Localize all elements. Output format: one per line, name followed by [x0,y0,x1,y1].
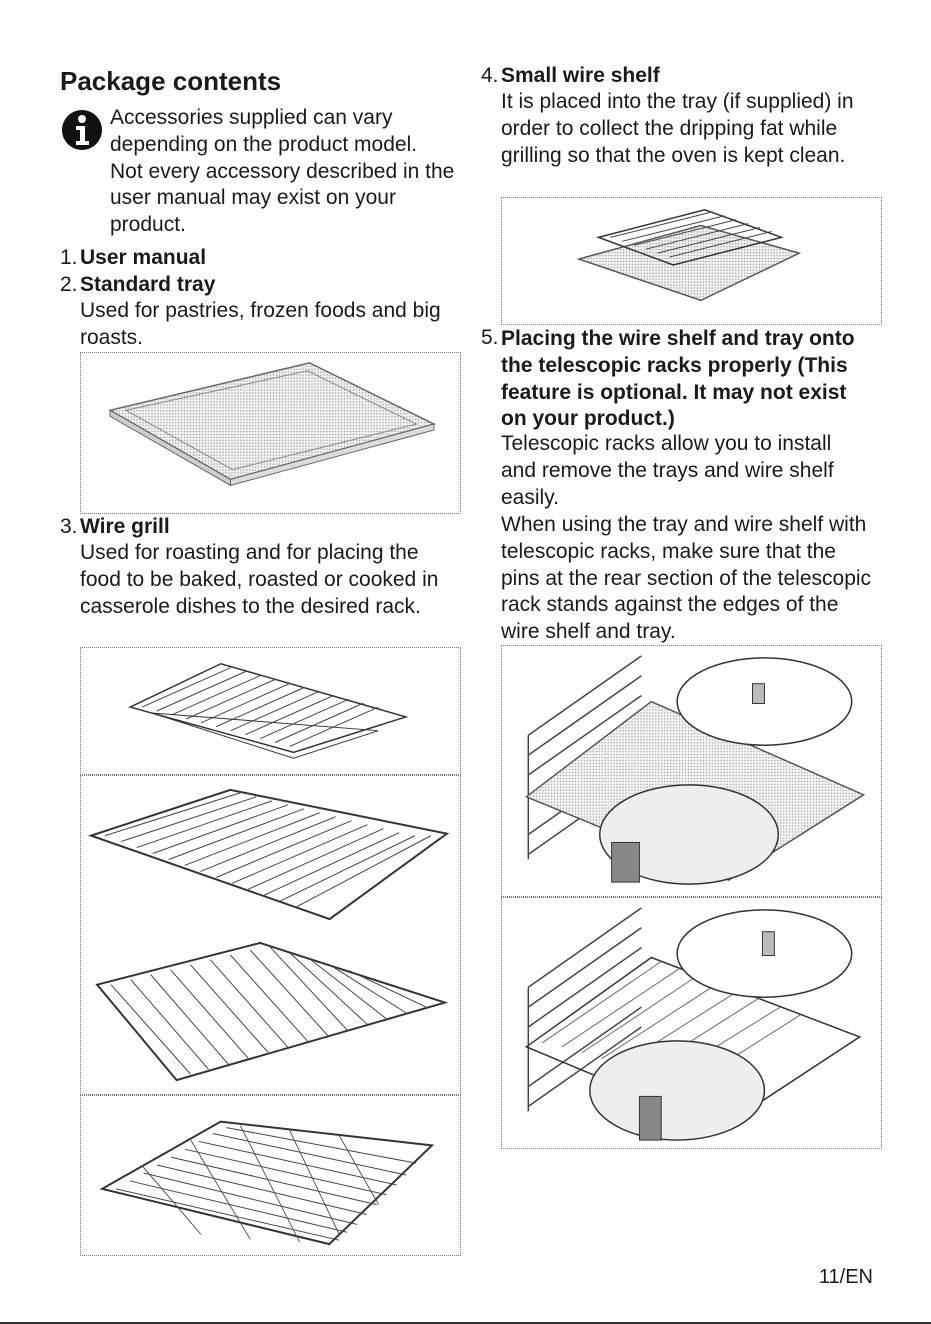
standard-tray-illustration [80,352,461,514]
wire-grill-illustration-1 [80,647,461,775]
item-body-telescopic-racks-note: When using the tray and wire shelf with telescopic racks, make sure that the pins at the rear section of the telescopic rack stands against the edges of the wire shelf and tray. [501,513,872,644]
wire-grill-illustration-2 [80,775,461,1095]
item-number: 1. [60,246,78,269]
section-heading: Package contents [60,66,282,96]
item-number: 4. [481,64,499,87]
page-number: 11/EN [818,1266,873,1288]
item-title-small-wire-shelf: Small wire shelf [501,64,660,87]
item-body-standard-tray: Used for pastries, frozen foods and big roasts. [80,299,441,349]
telescopic-wire-shelf-illustration [501,897,882,1149]
note-text: Accessories supplied can vary depending on the product model. Not every accessory described in the user manual may exist on your product. [110,106,455,237]
wire-grill-illustration-3 [80,1095,461,1256]
info-icon [60,108,104,152]
item-number: 2. [60,273,78,296]
item-body-wire-grill: Used for roasting and for placing the food to be baked, roasted or cooked in casserole dishes to the desired rack. [80,541,439,618]
item-title-standard-tray: Standard tray [80,273,216,296]
item-title-telescopic-racks: Placing the wire shelf and tray onto the telescopic racks properly (This feature is optional. It may not exist on your product.) [501,327,855,431]
item-number: 5. [481,326,499,349]
item-number: 3. [60,515,78,538]
item-body-telescopic-racks: Telescopic racks allow you to install and remove the trays and wire shelf easily. [501,432,834,509]
telescopic-tray-illustration [501,645,882,897]
item-title-user-manual: User manual [80,246,207,269]
small-wire-shelf-illustration [501,197,882,325]
item-title-wire-grill: Wire grill [80,515,170,538]
item-body-small-wire-shelf: It is placed into the tray (if supplied) in order to collect the dripping fat while grilling so that the oven is kept clean. [501,90,854,167]
